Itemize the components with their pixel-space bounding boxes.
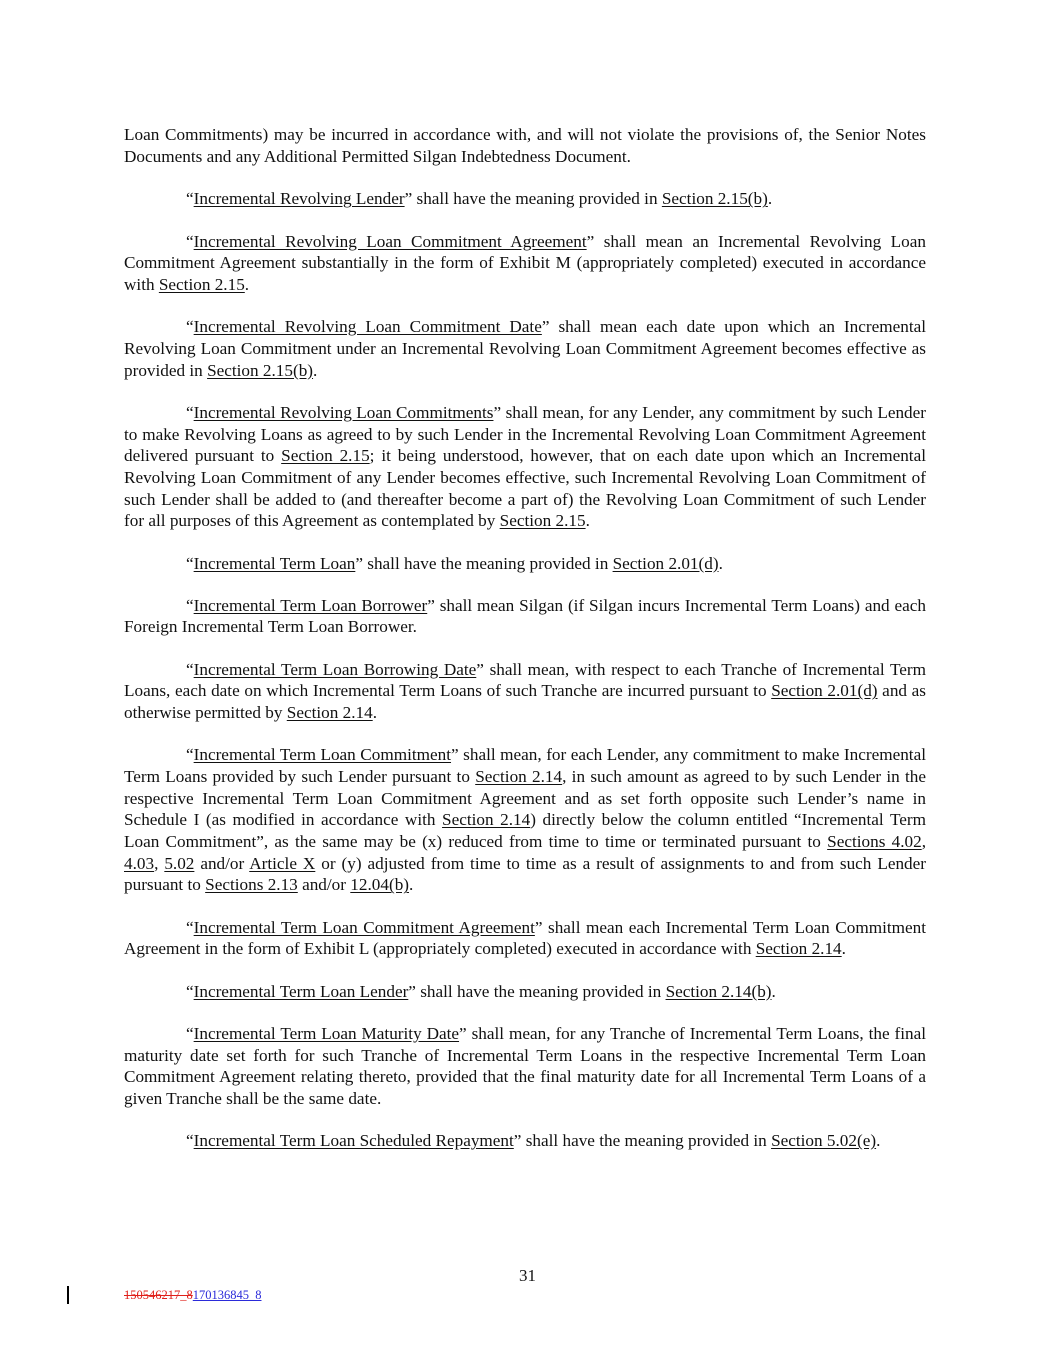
underlined-term: Section 2.14 [475,766,563,786]
text-run: “ [186,981,194,1001]
underlined-term: Incremental Term Loan Lender [193,981,409,1001]
text-run: . [244,275,250,295]
text-run: ” shall mean an Incremental Revolving Loan Commitment Agreement substantially in the form of Exhibit M (appropriately completed) executed in accordance with [124,231,926,295]
text-run: , [921,832,926,852]
document-id [124,1288,262,1303]
text-run: and as otherwise permitted by [124,681,926,723]
text-run: “ [186,1131,194,1151]
text-run: ” shall mean, for any Tranche of Incremental Term Loans, the final maturity date set forth for such Tranche of Incremental Term Loans in the respective Incremental Term Loan Commitment Agreement relating thereto, provided that the final maturity date for all Incremental Term Loans of a given Tranche shall be the same date. [124,1023,927,1108]
underlined-term: Incremental Term Loan Maturity Date [193,1023,460,1043]
underlined-term: Section 2.15 [158,275,245,295]
text-run: . [585,511,590,531]
underlined-term: 5.02 [164,853,195,873]
underlined-term: Incremental Term Loan Scheduled Repayment [193,1131,514,1151]
revision-change-bar [67,1286,69,1304]
text-run: “ [186,1023,194,1043]
definition-paragraph [124,917,926,960]
text-run: . [313,360,318,380]
underlined-term: Section 2.01(d) [612,553,719,573]
underlined-term: Section 5.02(e) [771,1131,877,1151]
text-run: “ [186,402,194,422]
underlined-term: Incremental Term Loan Borrowing Date [193,659,477,679]
underlined-term: 4.03 [124,853,155,873]
definition-paragraph [124,402,926,532]
definition-paragraph [124,744,926,896]
definition-paragraph [124,1023,926,1110]
text-run: “ [186,917,194,937]
page-number: 31 [519,1266,536,1285]
text-run: and/or [194,853,250,873]
text-run: , [154,853,165,873]
definition-paragraph [124,1130,926,1152]
underlined-term: Section 2.15(b) [661,189,768,209]
underlined-term: Section 2.15 [281,446,370,466]
underlined-term: Section 2.14 [755,939,842,959]
underlined-term: Incremental Revolving Loan Commitment Agreement [193,231,587,251]
underlined-term: Section 2.15(b) [207,360,314,380]
underlined-term: Sections 2.13 [205,875,298,895]
text-run: . [841,939,846,959]
underlined-term: Incremental Revolving Loan Commitment Date [193,317,542,337]
underlined-term: Incremental Term Loan Borrower [193,595,428,615]
document-id-deleted: 150546217_8 [124,1288,193,1302]
text-run: ” shall mean each Incremental Term Loan Commitment Agreement in the form of Exhibit L (appropriately completed) executed in accordance with [124,917,926,959]
text-run: ) directly below the column entitled “Incremental Term Loan Commitment”, as the same may be (x) reduced from time to time or terminated pursuant to [124,810,926,852]
text-run: ” shall mean each date upon which an Incremental Revolving Loan Commitment under an Incremental Revolving Loan Commitment Agreement becomes effective as provided in [124,317,927,380]
paragraph-continuation [124,124,926,167]
text-run: ” shall mean, with respect to each Tranche of Incremental Term Loans, each date on which Incremental Term Loans of such Tranche are incurred pursuant to [124,659,926,701]
underlined-term: Incremental Revolving Loan Commitments [193,402,494,422]
text-run: ” shall mean Silgan (if Silgan incurs Incremental Term Loans) and each Foreign Incremental Term Loan Borrower. [124,595,926,637]
underlined-term: Sections 4.02 [827,832,922,852]
underlined-term: Incremental Term Loan [193,553,356,573]
text-run: ” shall have the meaning provided in [355,553,613,573]
text-run: . [771,981,776,1001]
text-run: ” shall mean, for any Lender, any commitment by such Lender to make Revolving Loans as agreed to by such Lender in the Incremental Revolving Loan Commitment Agreement delivered pursuant to [124,402,926,466]
definition-paragraph [124,981,926,1003]
underlined-term: Section 2.01(d) [771,681,878,701]
text-run: “ [186,317,194,337]
text-run: . [372,703,377,723]
definition-paragraph [124,595,926,638]
underlined-term: Article X [249,853,316,873]
underlined-term: Section 2.14(b) [665,981,772,1001]
underlined-term: Incremental Term Loan Commitment [193,745,452,765]
text-run: . [876,1131,881,1151]
text-run: or (y) adjusted from time to time as a result of assignments to and from such Lender pursuant to [124,853,926,895]
underlined-term: Section 2.14 [286,703,373,723]
definition-paragraph [124,659,926,724]
text-run: “ [186,553,194,573]
definition-paragraph [124,188,926,210]
underlined-term: Incremental Revolving Lender [193,189,405,209]
text-run: . [718,553,723,573]
underlined-term: 12.04(b) [350,875,410,895]
underlined-term: Section 2.14 [442,810,531,830]
definition-paragraph [124,316,926,381]
text-run: “ [186,231,194,251]
text-run: and/or [297,875,351,895]
definition-paragraph [124,553,926,575]
text-run: . [767,189,773,209]
text-run: “ [186,659,194,679]
definition-paragraph [124,231,926,296]
text-run: . [409,875,414,895]
underlined-term: Section 2.15 [499,511,586,531]
text-run: ” shall have the meaning provided in [404,189,662,209]
text-run: “ [186,595,194,615]
document-id-inserted: 170136845_8 [192,1288,262,1302]
text-run: ” shall mean, for each Lender, any commitment to make Incremental Term Loans provided by such Lender pursuant to [124,745,926,786]
text-run: “ [186,745,194,765]
underlined-term: Incremental Term Loan Commitment Agreement [193,917,535,937]
text-run: ; it being understood, however, that on each date upon which an Incremental Revolving Loan Commitment of any Lender becomes effective, such Incremental Revolving Loan Commitment of such Lender shall be added to (and thereafter become a part of) the Revolving Loan Commitment of such Lender for all purposes of this Agreement as contemplated by [124,446,926,531]
text-run: , in such amount as agreed to by such Lender in the respective Incremental Term Loan Commitment Agreement and as set forth opposite such Lender’s name in Schedule I (as modified in accordance with [124,766,926,830]
text-run: ” shall have the meaning provided in [408,981,666,1001]
text-run: ” shall have the meaning provided in [513,1131,772,1151]
document-body [124,124,926,1172]
text-run: Loan Commitments) may be incurred in accordance with, and will not violate the provisions of, the Senior Notes Documents and any Additional Permitted Silgan Indebtedness Document. [124,125,926,166]
text-run: “ [186,189,194,209]
